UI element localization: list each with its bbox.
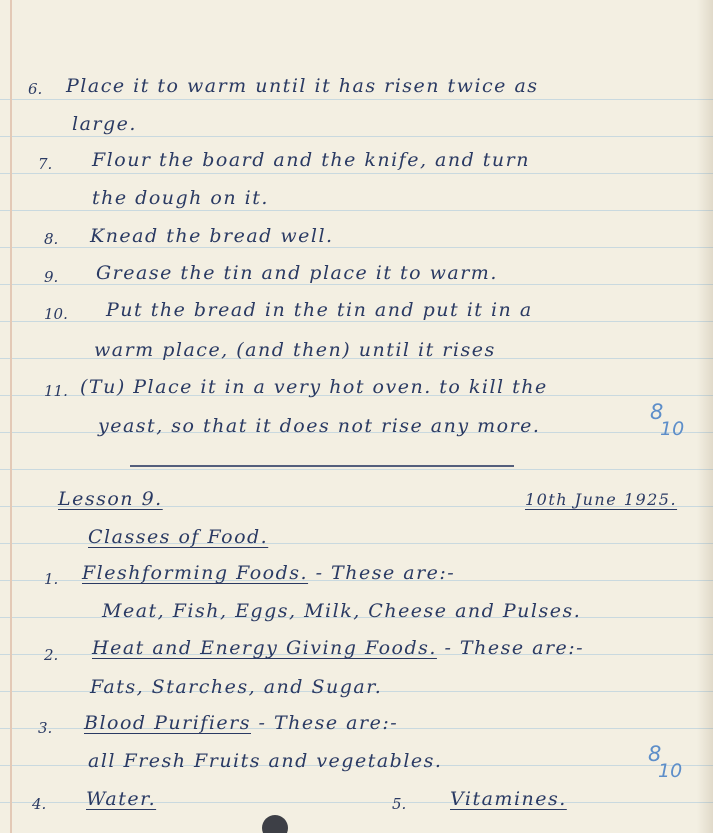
item-heading-line: [84, 712, 398, 734]
step-text: Put the bread in the tin and put it in a: [106, 299, 533, 321]
item-number: 1.: [44, 570, 59, 588]
binding-hole: [262, 815, 288, 833]
item-number: 3.: [38, 719, 53, 737]
step-text: warm place, (and then) until it rises: [94, 339, 496, 361]
item-heading-line: [92, 637, 584, 659]
step-text: large.: [72, 113, 137, 135]
item-heading: Heat and Energy Giving Foods.: [92, 637, 437, 659]
step-text: Flour the board and the knife, and turn: [92, 149, 530, 171]
step-text: yeast, so that it does not rise any more.: [98, 415, 541, 437]
top-margin: [0, 0, 713, 60]
grade-numerator: 8: [650, 400, 664, 424]
grade-numerator: 8: [648, 742, 662, 766]
item-heading-line: [82, 562, 455, 584]
item-heading: Blood Purifiers: [84, 712, 251, 734]
step-text: the dough on it.: [92, 187, 269, 209]
item-heading: Fleshforming Foods.: [82, 562, 309, 584]
step-number: 11.: [44, 382, 68, 400]
teacher-grade: [648, 742, 683, 782]
margin-line: [10, 0, 12, 833]
item-body: all Fresh Fruits and vegetables.: [88, 750, 443, 772]
item-heading-tail: - These are:-: [308, 562, 456, 584]
step-number: 8.: [44, 230, 59, 248]
item-number: 4.: [32, 795, 47, 813]
grade-denominator: 10: [658, 760, 683, 782]
step-number: 9.: [44, 268, 59, 286]
page-edge-shadow: [697, 0, 713, 833]
item-number: 5.: [392, 795, 407, 813]
item-heading-tail: - These are:-: [251, 712, 399, 734]
item-body: Fats, Starches, and Sugar.: [90, 676, 383, 698]
item-text: Vitamines.: [450, 788, 567, 810]
item-number: 2.: [44, 646, 59, 664]
section-divider: [130, 465, 514, 467]
lesson-date: 10th June 1925.: [525, 490, 678, 509]
item-body: Meat, Fish, Eggs, Milk, Cheese and Pulses.: [102, 600, 582, 622]
step-text: Knead the bread well.: [90, 225, 334, 247]
step-text: Place it to warm until it has risen twice as: [66, 75, 539, 97]
step-number: 6.: [28, 80, 43, 98]
step-number: 7.: [38, 155, 53, 173]
step-text: Grease the tin and place it to warm.: [96, 262, 498, 284]
lesson-subtitle: Classes of Food.: [88, 526, 269, 548]
item-heading-tail: - These are:-: [436, 637, 585, 659]
lesson-title: Lesson 9.: [58, 488, 163, 510]
grade-denominator: 10: [660, 418, 685, 440]
step-text: (Tu) Place it in a very hot oven. to kill the: [80, 376, 548, 398]
item-text: Water.: [86, 788, 157, 810]
teacher-grade: [650, 400, 685, 440]
step-number: 10.: [44, 305, 68, 323]
